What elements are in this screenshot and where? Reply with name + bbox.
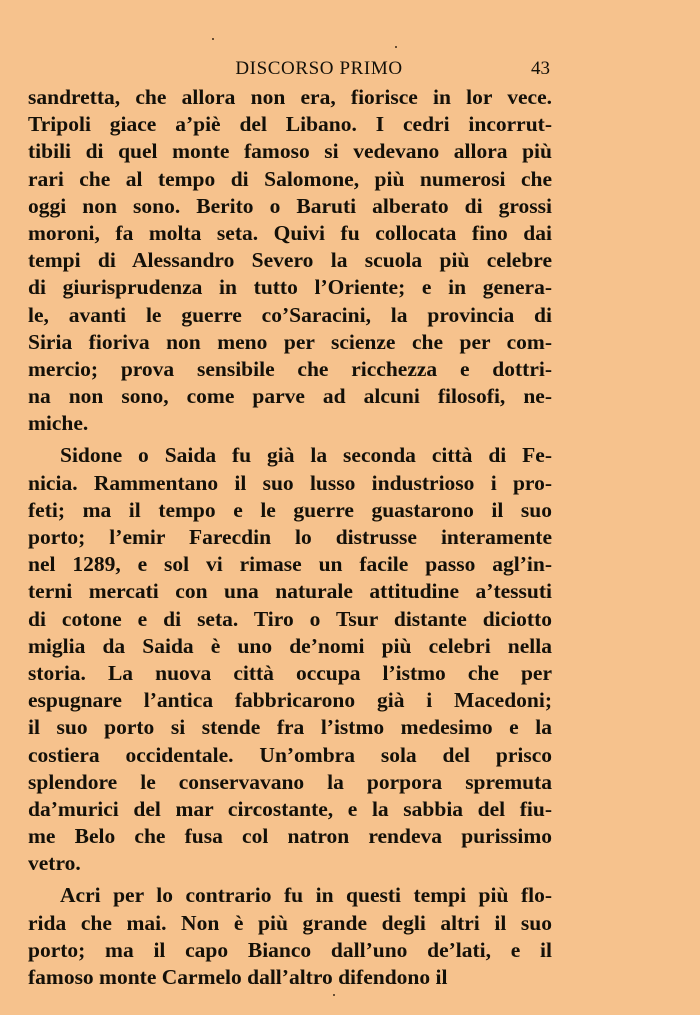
text-line: me Belo che fusa col natron rendeva purissimo bbox=[28, 824, 552, 849]
text-line: da’murici del mar circostante, e la sabbia del fiu- bbox=[28, 796, 552, 821]
text-line: espugnare l’antica fabbricarono già i Macedoni; bbox=[28, 688, 552, 713]
body-text bbox=[28, 84, 552, 991]
text-line: mercio; prova sensibile che ricchezza e dottri- bbox=[28, 356, 552, 381]
text-line: le, avanti le guerre co’Saracini, la provincia di bbox=[28, 302, 552, 327]
paragraph bbox=[28, 442, 552, 877]
text-line: miche. bbox=[28, 411, 89, 436]
text-line: porto; ma il capo Bianco dall’uno de’lati, e il bbox=[28, 937, 552, 962]
text-line: il suo porto si stende fra l’istmo medesimo e la bbox=[28, 715, 552, 740]
text-line: Sidone o Saida fu già la seconda città di Fe- bbox=[60, 443, 552, 468]
text-line: costiera occidentale. Un’ombra sola del prisco bbox=[28, 742, 552, 767]
text-line: terni mercati con una naturale attitudine a’tessuti bbox=[28, 579, 552, 604]
text-line: miglia da Saida è uno de’nomi più celebri nella bbox=[28, 633, 552, 658]
text-line: Siria fioriva non meno per scienze che per com- bbox=[28, 329, 552, 354]
text-line: tibili di quel monte famoso si vedevano allora più bbox=[28, 139, 552, 164]
text-line: storia. La nuova città occupa l’istmo che per bbox=[28, 660, 552, 685]
text-line: oggi non sono. Berito o Baruti alberato di grossi bbox=[28, 193, 552, 218]
text-line: splendore le conservavano la porpora spremuta bbox=[28, 769, 552, 794]
text-line: tempi di Alessandro Severo la scuola più celebre bbox=[28, 248, 552, 273]
text-line: vetro. bbox=[28, 851, 81, 876]
text-line: feti; ma il tempo e le guerre guastarono il suo bbox=[28, 497, 552, 522]
text-line: na non sono, come parve ad alcuni filosofi, ne- bbox=[28, 384, 552, 409]
text-line: sandretta, che allora non era, fiorisce in lor vece. bbox=[28, 85, 552, 109]
text-line: rida che mai. Non è più grande degli altri il suo bbox=[28, 910, 552, 935]
text-line: famoso monte Carmelo dall’altro difendono il bbox=[28, 965, 448, 989]
text-line: di cotone e di seta. Tiro o Tsur distante diciotto bbox=[28, 606, 552, 631]
text-line: di giurisprudenza in tutto l’Oriente; e in genera- bbox=[28, 275, 552, 300]
text-line: Acri per lo contrario fu in questi tempi più flo- bbox=[60, 883, 552, 908]
paragraph bbox=[28, 84, 552, 437]
paragraph bbox=[28, 882, 552, 991]
print-speck bbox=[395, 46, 397, 48]
running-title: DISCORSO PRIMO bbox=[235, 58, 403, 79]
text-line: Tripoli giace a’piè del Libano. I cedri incorrut- bbox=[28, 112, 552, 137]
print-speck bbox=[333, 994, 335, 996]
text-line: moroni, fa molta seta. Quivi fu collocata fino dai bbox=[28, 220, 552, 245]
print-speck bbox=[212, 38, 214, 40]
text-line: nel 1289, e sol vi rimase un facile passo agl’in- bbox=[28, 552, 552, 577]
text-line: porto; l’emir Farecdin lo distrusse interamente bbox=[28, 525, 552, 549]
page-header bbox=[28, 58, 550, 86]
page-number: 43 bbox=[531, 58, 550, 79]
text-line: nicia. Rammentano il suo lusso industrioso i pro- bbox=[28, 470, 552, 495]
text-line: rari che al tempo di Salomone, più numerosi che bbox=[28, 166, 552, 191]
